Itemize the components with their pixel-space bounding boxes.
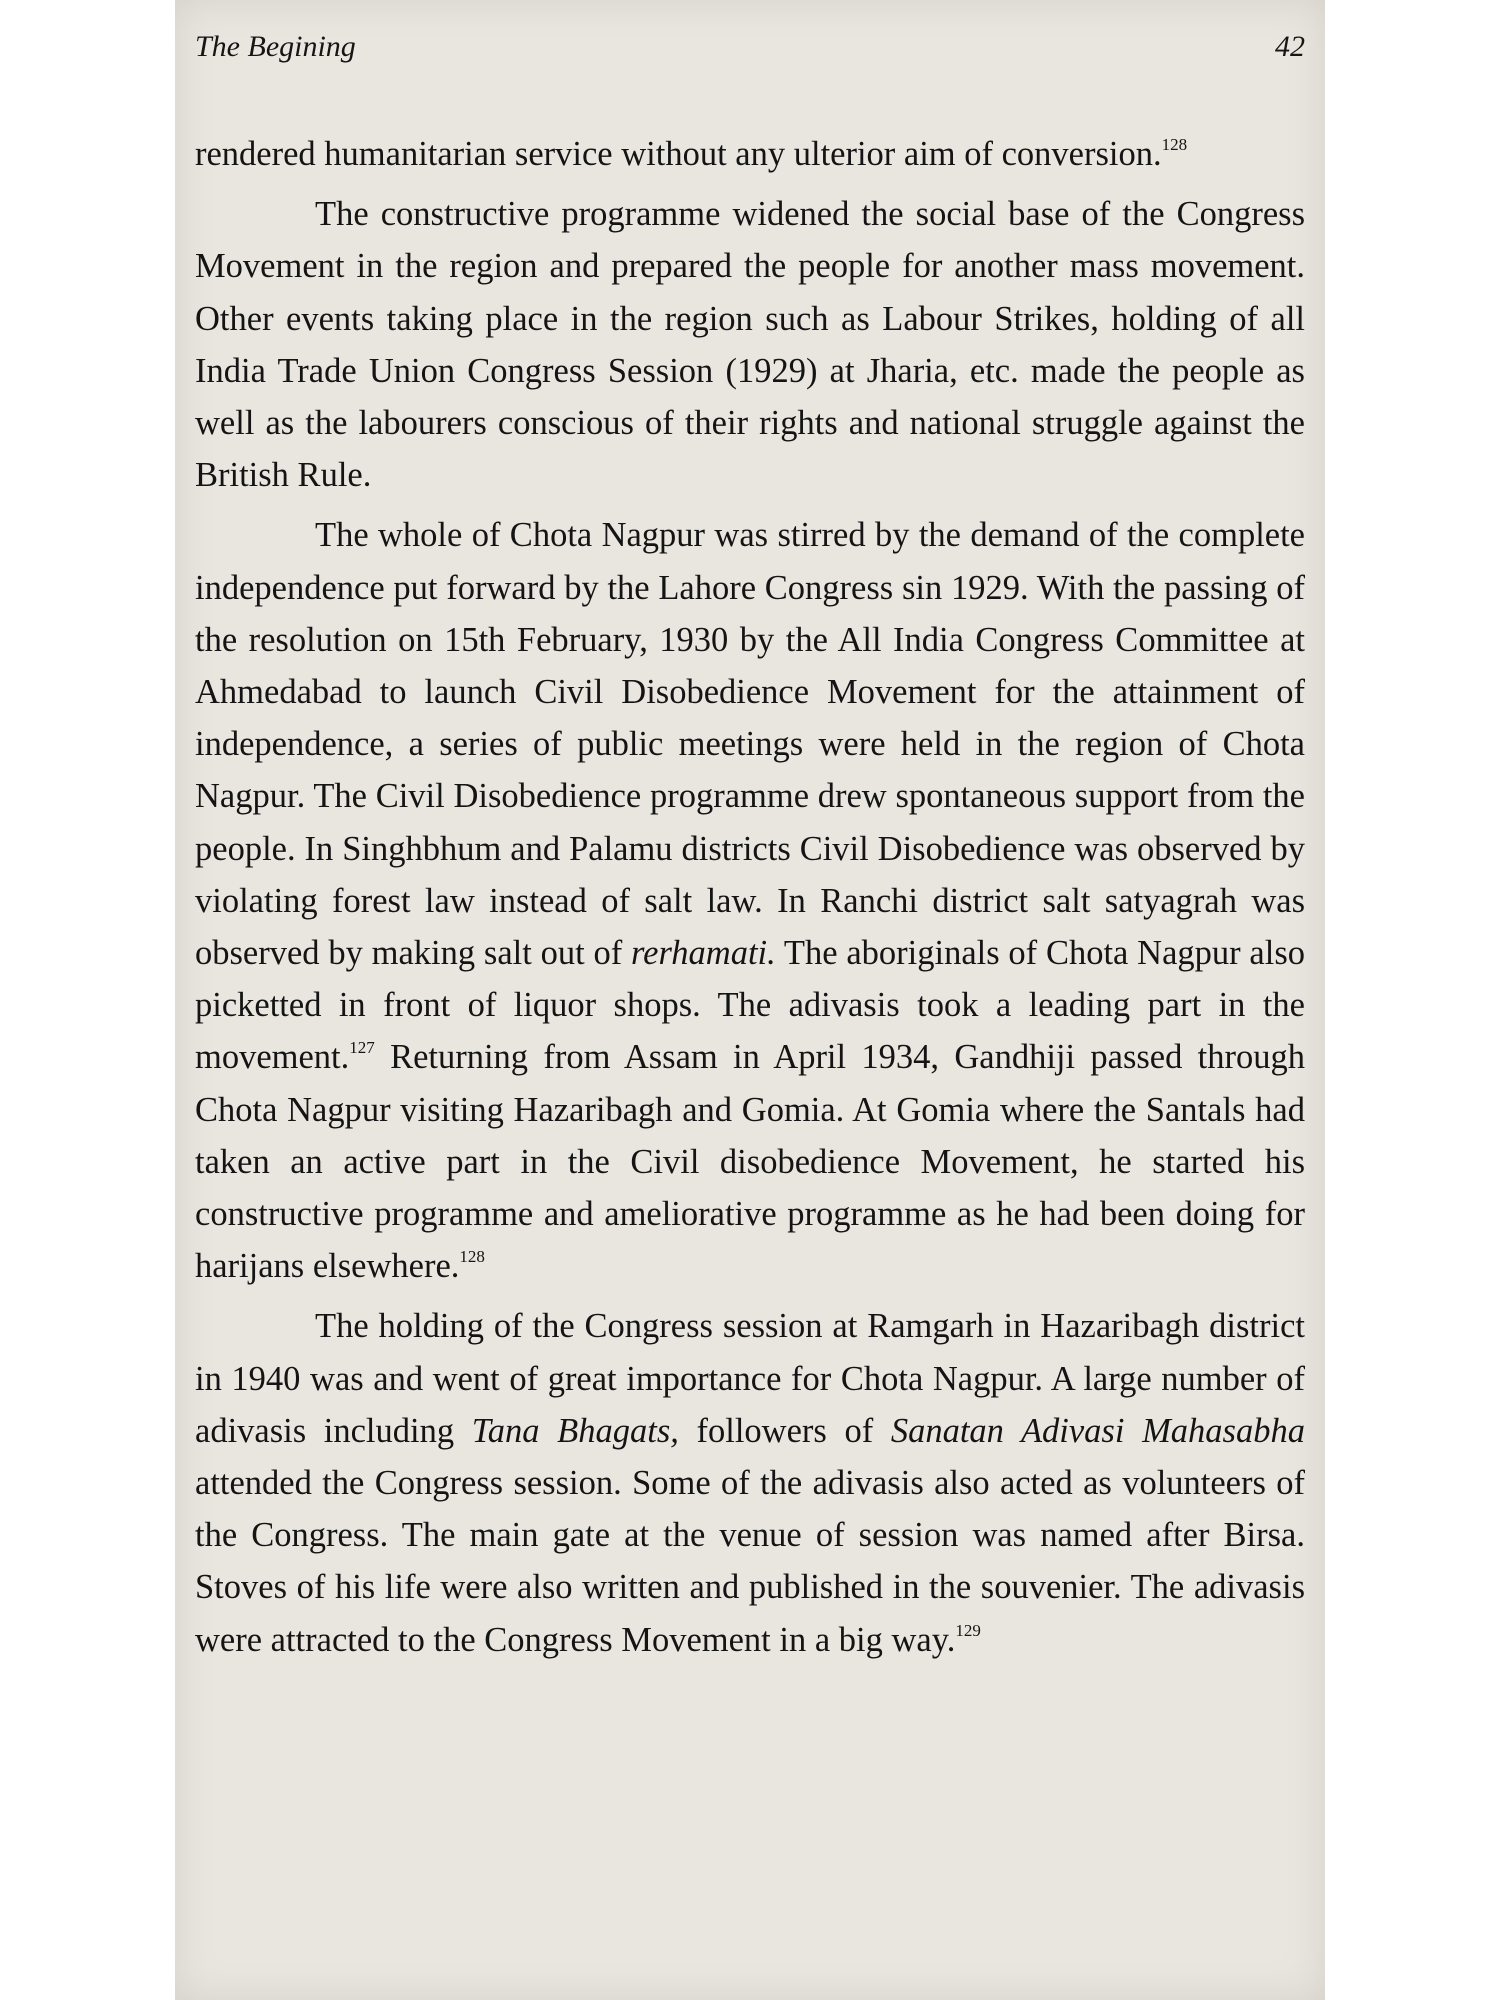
text-run: Returning from Assam in April 1934, Gandhiji passed through Chota Nagpur visiting Hazaribagh and Gomia. At Gomia where the Santals had taken an active part in the Civil disobedience Movement, he started his constructive programme and ameliorative programme as he had been doing for harijans elsewhere. bbox=[195, 1038, 1305, 1286]
running-head: The Begining bbox=[195, 30, 356, 63]
text-run: The holding of the Congress session at Ramgarh in Hazaribagh district in 1940 was and went of great importance for Chota Nagpur. A large number of adivasis including bbox=[195, 1307, 1305, 1450]
italic-text: rerhamati. bbox=[631, 934, 776, 973]
paragraph-continuation bbox=[195, 128, 1305, 180]
paragraph-civil-disobedience bbox=[195, 509, 1305, 1292]
italic-text: Sanatan Adivasi Mahasabha bbox=[890, 1411, 1305, 1450]
text-run: The aboriginals of Chota Nagpur also picketted in front of liquor shops. The adivasis took a leading part in the movement. bbox=[195, 934, 1305, 1077]
text-run: rendered humanitarian service without any ulterior aim of conversion. bbox=[195, 135, 1162, 173]
body-text bbox=[195, 128, 1305, 1666]
page-header bbox=[195, 30, 1305, 74]
footnote-marker: 127 bbox=[349, 1038, 375, 1058]
italic-text: Tana Bhagats, bbox=[471, 1411, 679, 1450]
text-run: The whole of Chota Nagpur was stirred by the demand of the complete independence put forward by the Lahore Congress sin 1929. With the passing of the resolution on 15th February, 1930 by the All India Congress Committee at Ahmedabad to launch Civil Disobedience Movement for the attainment of independence, a series of public meetings were held in the region of Chota Nagpur. The Civil Disobedience programme drew spontaneous support from the people. In Singhbhum and Palamu districts Civil Disobedience was observed by violating forest law instead of salt law. In Ranchi district salt satyagrah was observed by making salt out of bbox=[195, 516, 1305, 973]
footnote-marker: 128 bbox=[459, 1247, 485, 1267]
footnote-marker: 128 bbox=[1161, 135, 1188, 154]
paragraph-constructive-programme bbox=[195, 188, 1305, 501]
text-run: attended the Congress session. Some of the adivasis also acted as volunteers of the Congress. The main gate at the venue of session was named after Birsa. Stoves of his life were also written and published in the souvenier. The adivasis were attracted to the Congress Movement in a big way. bbox=[195, 1464, 1305, 1659]
book-page bbox=[175, 0, 1325, 2000]
page-number: 42 bbox=[1275, 30, 1305, 63]
paragraph-ramgarh-session bbox=[195, 1300, 1305, 1665]
text-run: The constructive programme widened the social base of the Congress Movement in the region and prepared the people for another mass movement. Other events taking place in the region such as Labour Strikes, holding of all India Trade Union Congress Session (1929) at Jharia, etc. made the people as well as the labourers conscious of their rights and national struggle against the British Rule. bbox=[195, 195, 1305, 495]
footnote-marker: 129 bbox=[955, 1620, 981, 1640]
text-run: followers of bbox=[678, 1411, 891, 1450]
